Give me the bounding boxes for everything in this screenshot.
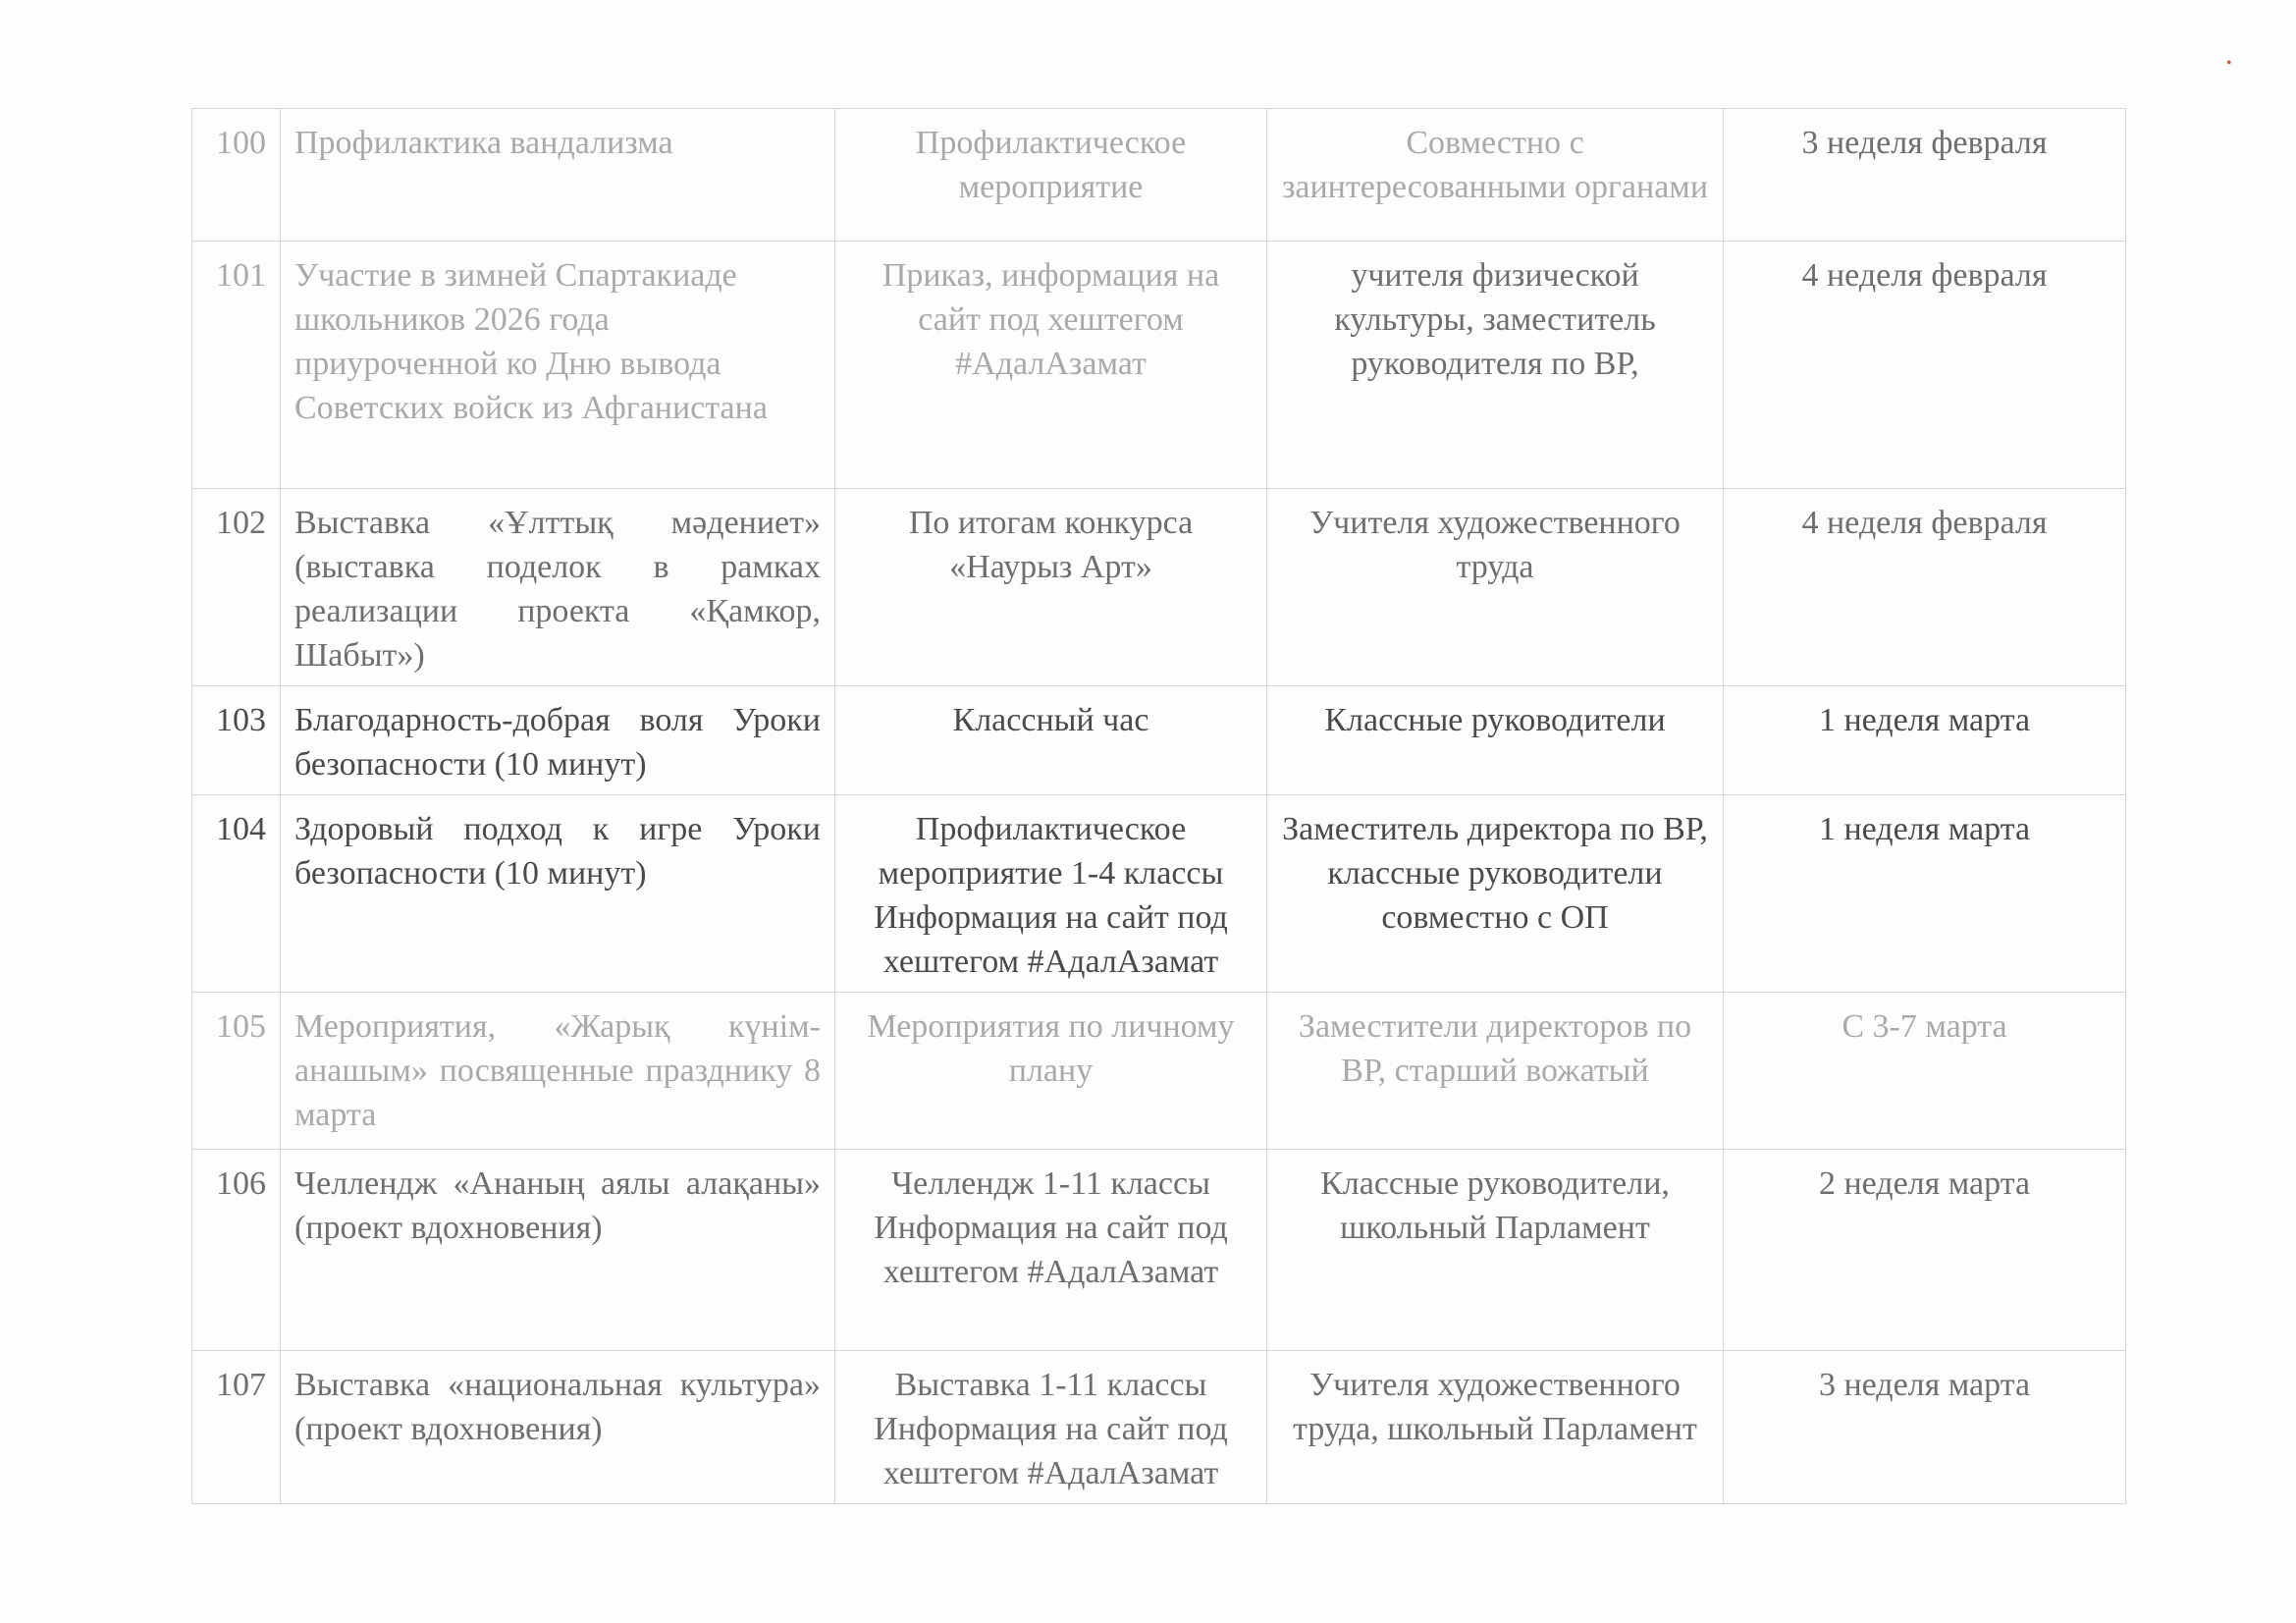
row-number: 103	[192, 686, 281, 795]
row-number: 104	[192, 795, 281, 993]
event-title: Челлендж «Ананың аялы алақаны» (проект вдохновения)	[281, 1150, 835, 1351]
table-row	[192, 795, 2126, 993]
event-date: С 3-7 марта	[1724, 993, 2126, 1150]
event-form: По итогам конкурса «Наурыз Арт»	[835, 489, 1267, 686]
event-date: 3 неделя марта	[1724, 1351, 2126, 1504]
table-row	[192, 489, 2126, 686]
table-row	[192, 993, 2126, 1150]
row-number: 101	[192, 242, 281, 489]
table-row	[192, 1351, 2126, 1504]
event-title: Выставка «Ұлттық мәдениет» (выставка поделок в рамках реализации проекта «Қамкор, Шабыт»)	[281, 489, 835, 686]
table-row	[192, 1150, 2126, 1351]
event-responsible: учителя физической культуры, заместитель руководителя по ВР,	[1267, 242, 1724, 489]
row-number: 106	[192, 1150, 281, 1351]
event-responsible: Классные руководители, школьный Парламент	[1267, 1150, 1724, 1351]
event-responsible: Заместители директоров по ВР, старший вожатый	[1267, 993, 1724, 1150]
table-row	[192, 242, 2126, 489]
event-title: Мероприятия, «Жарық күнім-анашым» посвященные празднику 8 марта	[281, 993, 835, 1150]
event-form: Мероприятия по личному плану	[835, 993, 1267, 1150]
event-responsible: Классные руководители	[1267, 686, 1724, 795]
event-form: Профилактическое мероприятие	[835, 109, 1267, 242]
event-responsible: Учителя художественного труда	[1267, 489, 1724, 686]
event-responsible: Заместитель директора по ВР, классные руководители совместно с ОП	[1267, 795, 1724, 993]
row-number: 105	[192, 993, 281, 1150]
event-plan-table	[191, 108, 2126, 1504]
event-title: Участие в зимней Спартакиаде школьников 2026 года приуроченной ко Дню вывода Советских войск из Афганистана	[281, 242, 835, 489]
event-title: Выставка «национальная культура» (проект вдохновения)	[281, 1351, 835, 1504]
event-responsible: Совместно с заинтересованными органами	[1267, 109, 1724, 242]
table-row	[192, 109, 2126, 242]
event-title: Благодарность-добрая воля Уроки безопасности (10 минут)	[281, 686, 835, 795]
event-form: Профилактическое мероприятие 1-4 классы Информация на сайт под хештегом #АдалАзамат	[835, 795, 1267, 993]
event-form: Приказ, информация на сайт под хештегом #АдалАзамат	[835, 242, 1267, 489]
corner-mark: •	[2226, 55, 2232, 72]
event-date: 4 неделя февраля	[1724, 242, 2126, 489]
event-date: 2 неделя марта	[1724, 1150, 2126, 1351]
event-title: Здоровый подход к игре Уроки безопасности (10 минут)	[281, 795, 835, 993]
event-date: 4 неделя февраля	[1724, 489, 2126, 686]
event-responsible: Учителя художественного труда, школьный Парламент	[1267, 1351, 1724, 1504]
event-form: Классный час	[835, 686, 1267, 795]
event-date: 1 неделя марта	[1724, 686, 2126, 795]
event-title: Профилактика вандализма	[281, 109, 835, 242]
row-number: 100	[192, 109, 281, 242]
event-date: 1 неделя марта	[1724, 795, 2126, 993]
event-form: Выставка 1-11 классы Информация на сайт под хештегом #АдалАзамат	[835, 1351, 1267, 1504]
event-form: Челлендж 1-11 классы Информация на сайт под хештегом #АдалАзамат	[835, 1150, 1267, 1351]
row-number: 102	[192, 489, 281, 686]
row-number: 107	[192, 1351, 281, 1504]
table-row	[192, 686, 2126, 795]
event-date: 3 неделя февраля	[1724, 109, 2126, 242]
